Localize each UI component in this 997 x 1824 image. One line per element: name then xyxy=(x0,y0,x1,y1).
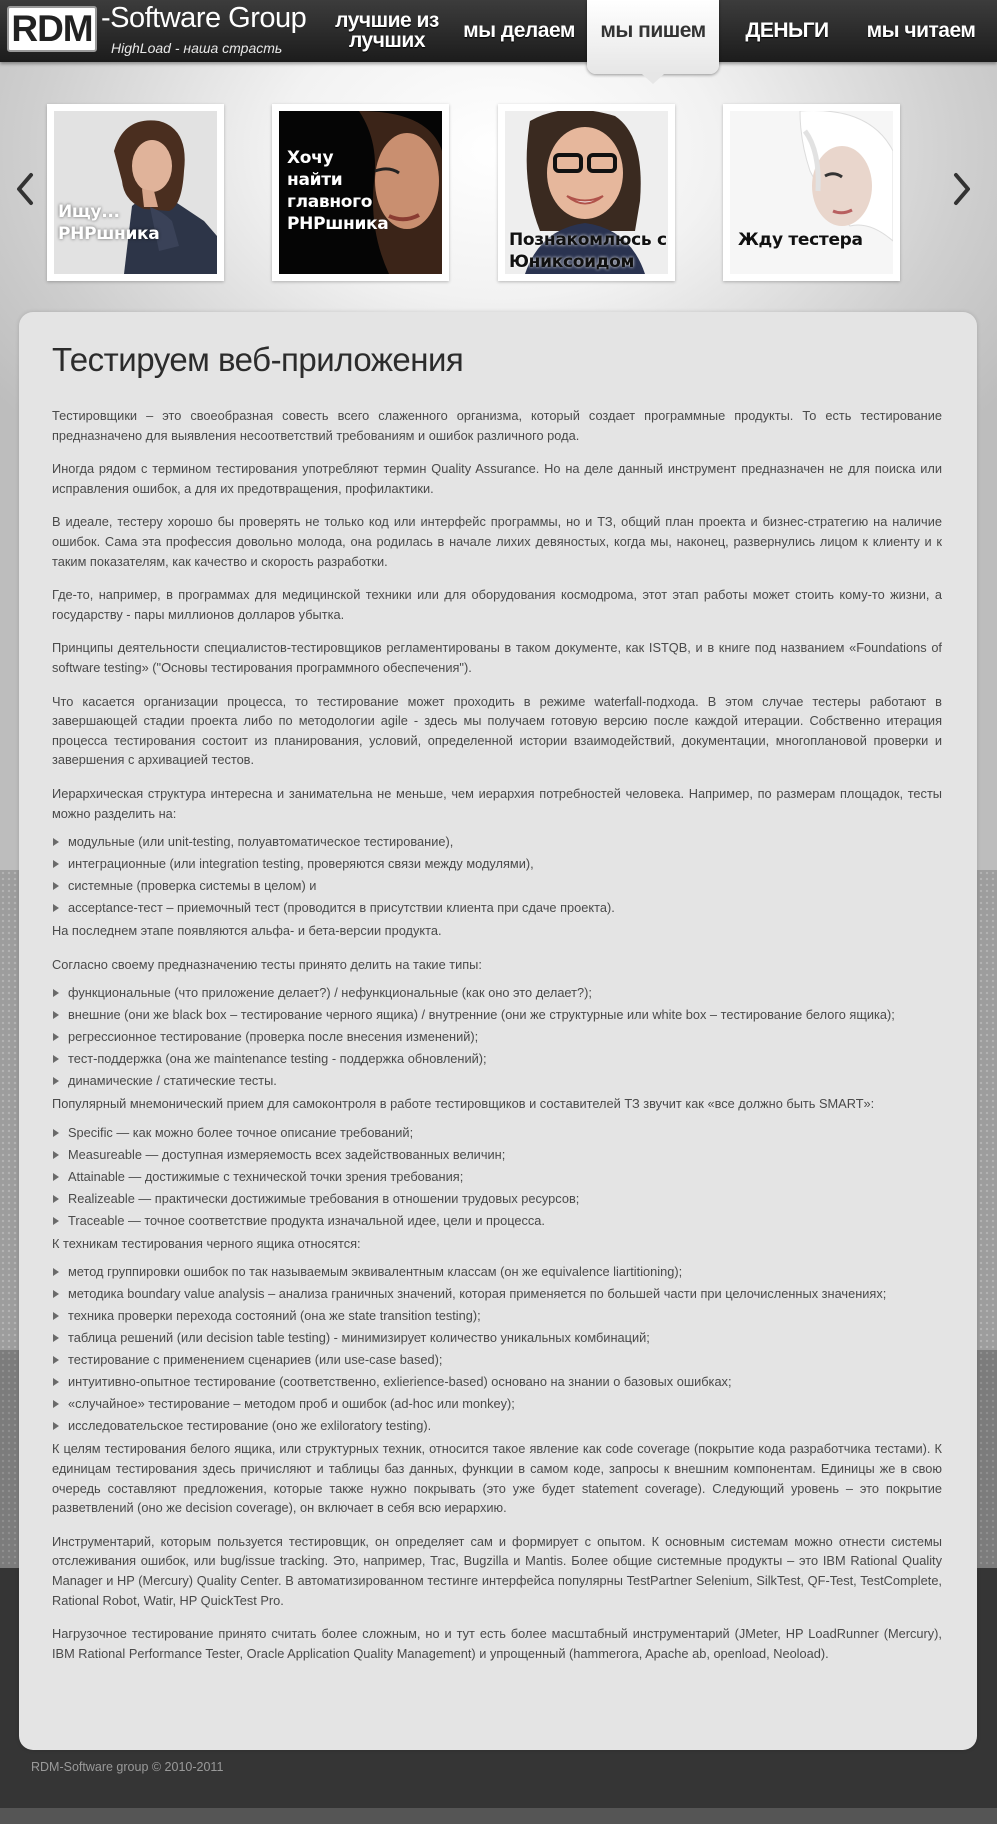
article-paragraph: Нагрузочное тестирование принято считать более сложным, но и тут есть более масштабный инструментарий (JMeter, HP LoadRunner (Mercury), IBM Rational Performance Tester, Oracle Application Quality Management) и упрощенный (hammerora, Apache ab, openload, Neoload). xyxy=(52,1626,942,1661)
article-title: Тестируем веб-приложения xyxy=(52,341,464,378)
chevron-left-icon xyxy=(14,172,36,206)
nav-item-we-do[interactable] xyxy=(454,0,584,62)
slide-4-image xyxy=(730,111,893,274)
nav-item-we-do-label: мы делаем xyxy=(463,19,575,42)
article-paragraph: Согласно своему предназначению тесты принято делить на такие типы: xyxy=(52,956,482,972)
article-paragraph: Принципы деятельности специалистов-тестировщиков регламентированы в таком документе, как ISTQB, и в книге под названием «Foundations of software testing» ("Основы тестирования программного обеспечения"). xyxy=(52,640,942,675)
chevron-right-icon xyxy=(951,172,973,206)
slide-4-caption: Жду тестера xyxy=(738,230,863,250)
nav-item-we-write-label: мы пишем xyxy=(600,19,706,42)
logo-tagline: HighLoad - наша страсть xyxy=(111,40,283,56)
article-body xyxy=(52,340,942,1677)
logo-rdm-box: RDM xyxy=(7,6,97,52)
nav-item-we-write[interactable] xyxy=(587,0,719,74)
list-item: техника проверки перехода состояний (она же state transition testing); xyxy=(52,1305,942,1327)
article-paragraph: Иногда рядом с термином тестирования употребляют термин Quality Assurance. Но на деле данный инструмент предназначен не для поиска или исправления ошибок, а для их предотвращения, профилактики. xyxy=(52,461,942,496)
smart-list xyxy=(52,1122,942,1232)
nav-item-money-label: ДЕНЬГИ xyxy=(745,19,829,42)
article-paragraph: Где-то, например, в программах для медицинской техники или для оборудования космодрома, этот этап работы может стоить кому-то жизни, а государству - пары миллионов долларов убытка. xyxy=(52,587,942,622)
list-item: Measureable — доступная измеряемость всех задействованных величин; xyxy=(52,1144,942,1166)
list-item: Specific — как можно более точное описание требований; xyxy=(52,1122,942,1144)
article-paragraph: Популярный мнемонический прием для самоконтроля в работе тестировщиков и составителей ТЗ звучит как «все должно быть SMART»: xyxy=(52,1096,875,1112)
site-header xyxy=(0,0,997,62)
article-paragraph: К техникам тестирования черного ящика относятся: xyxy=(52,1235,361,1251)
list-item: динамические / статические тесты. xyxy=(52,1070,942,1092)
list-item: Attainable — достижимые с технической точки зрения требования; xyxy=(52,1166,942,1188)
black-box-list xyxy=(52,1261,942,1437)
article-paragraph: К целям тестирования белого ящика, или структурных техник, относится такое явление как code coverage (покрытие кода разработчика тестами). К единицам тестирования здесь причисляют и таблицы баз данных, функции в самом коде, запросы к внешним компонентам. Единицы же в свою очередь составляют предложения, которые также нужно покрывать (это уже будет statement coverage). Следующий уровень – это покрытие разветвлений (оно же decision coverage), он включает в себя всю иерархию. xyxy=(52,1441,942,1516)
carousel-slide-1[interactable] xyxy=(47,104,224,281)
list-item: Realizeable — практически достижимые требования в отношении трудовых ресурсов; xyxy=(52,1188,942,1210)
list-item: внешние (они же black box – тестирование черного ящика) / внутренние (они же структурные или white box – тестирование белого ящика); xyxy=(52,1004,942,1026)
carousel-next-button[interactable] xyxy=(951,172,973,206)
carousel-slide-3[interactable] xyxy=(498,104,675,281)
list-item: модульные (или unit-testing, полуавтоматическое тестирование), xyxy=(52,831,942,853)
slide-3-caption: Познакомлюсь с Юниксоидом xyxy=(509,230,667,272)
woman-photo-icon xyxy=(54,111,217,274)
nav-item-money[interactable] xyxy=(727,0,847,62)
nav-item-best[interactable] xyxy=(326,0,448,62)
article-paragraph: Тестировщики – это своеобразная совесть всего слаженного организма, который создает программные продукты. То есть тестирование предназначено для выявления несоответствий требованиям и ошибок различного рода. xyxy=(52,408,942,443)
nav-item-best-label: лучшие из лучших xyxy=(335,9,439,52)
article-panel xyxy=(19,312,977,1750)
list-item: интуитивно-опытное тестирование (соответственно, exlierience-based) основано на знании о базовых ошибках; xyxy=(52,1371,942,1393)
article-paragraph: Что касается организации процесса, то тестирование может проходить в режиме waterfall-подхода. В этом случае тестеры работают в завершающей стадии проекта либо по методологии agile - здесь мы получаем готовую версию после каждой итерации. Собственно итерация процесса тестирования состоит из планирования, условий, определенной истории взаимодействий, документации, многоплановой проверки и завершения с архивацией тестов. xyxy=(52,693,942,768)
article-paragraph: Инструментарий, которым пользуется тестировщик, он определяет сам и формирует с опытом. К основным системам можно отнести системы отслеживания ошибок, или bug/issue tracking. Это, например, Trac, Bugzilla и Mantis. Более общие системные продукты – это IBM Rational Quality Manager и HP (Mercury) Quality Center. В автоматизированном тестинге интерфейса популярны TestPartner Selenium, SilkTest, QF-Test, TestComplete, Rational Robot, Watir, HP QuickTest Pro. xyxy=(52,1533,942,1608)
list-item: функциональные (что приложение делает?) / нефункциональные (как оно это делает?); xyxy=(52,982,942,1004)
list-item: Traceable — точное соответствие продукта изначальной идее, цели и процесса. xyxy=(52,1210,942,1232)
test-size-list xyxy=(52,831,942,919)
article-paragraph: В идеале, тестеру хорошо бы проверять не только код или интерфейс программы, но и ТЗ, общий план проекта и бизнес-стратегию на наличие ошибок. Сама эта профессия довольно молода, она родилась в начале лихих девяностых, когда мы, наконец, развернулись лицом к клиенту и к таким показателям, как качество и скорость разработки. xyxy=(52,514,942,569)
carousel-slide-2[interactable] xyxy=(272,104,449,281)
list-item: тестирование с применением сценариев (или use-case based); xyxy=(52,1349,942,1371)
list-item: исследовательское тестирование (оно же exliloratory testing). xyxy=(52,1415,942,1437)
site-logo[interactable] xyxy=(7,2,307,58)
slide-1-image xyxy=(54,111,217,274)
test-type-list xyxy=(52,982,942,1092)
footer-copyright: RDM-Software group © 2010-2011 xyxy=(31,1760,224,1774)
article-paragraph: На последнем этапе появляются альфа- и бета-версии продукта. xyxy=(52,923,442,939)
logo-company-name: -Software Group xyxy=(101,2,307,34)
list-item: таблица решений (или decision table testing) - минимизирует количество уникальных комбинаций; xyxy=(52,1327,942,1349)
list-item: метод группировки ошибок по так называемым эквивалентным классам (он же equivalence liartitioning); xyxy=(52,1261,942,1283)
list-item: системные (проверка системы в целом) и xyxy=(52,875,942,897)
slide-1-caption: Ищу... PHPшника xyxy=(58,202,160,244)
slide-3-image xyxy=(505,111,668,274)
list-item: тест-поддержка (она же maintenance testing - поддержка обновлений); xyxy=(52,1048,942,1070)
carousel-prev-button[interactable] xyxy=(14,172,36,206)
article-paragraph: Иерархическая структура интересна и занимательна не меньше, чем иерархия потребностей человека. Например, по размерам площадок, тесты можно разделить на: xyxy=(52,785,942,821)
list-item: регрессионное тестирование (проверка после внесения изменений); xyxy=(52,1026,942,1048)
list-item: интеграционные (или integration testing, проверяются связи между модулями), xyxy=(52,853,942,875)
slide-2-image xyxy=(279,111,442,274)
list-item: «случайное» тестирование – методом проб и ошибок (ad-hoc или monkey); xyxy=(52,1393,942,1415)
list-item: acceptance-тест – приемочный тест (проводится в присутствии клиента при сдаче проекта). xyxy=(52,897,942,919)
carousel-slide-4[interactable] xyxy=(723,104,900,281)
footer-strip xyxy=(0,1808,997,1824)
slide-2-caption: Хочу найти главного PHPшника xyxy=(287,148,389,234)
nav-item-we-read[interactable] xyxy=(856,0,986,62)
list-item: методика boundary value analysis – анализа граничных значений, которая применяется по большей части при целочисленных значениях; xyxy=(52,1283,942,1305)
nav-item-we-read-label: мы читаем xyxy=(866,19,976,42)
